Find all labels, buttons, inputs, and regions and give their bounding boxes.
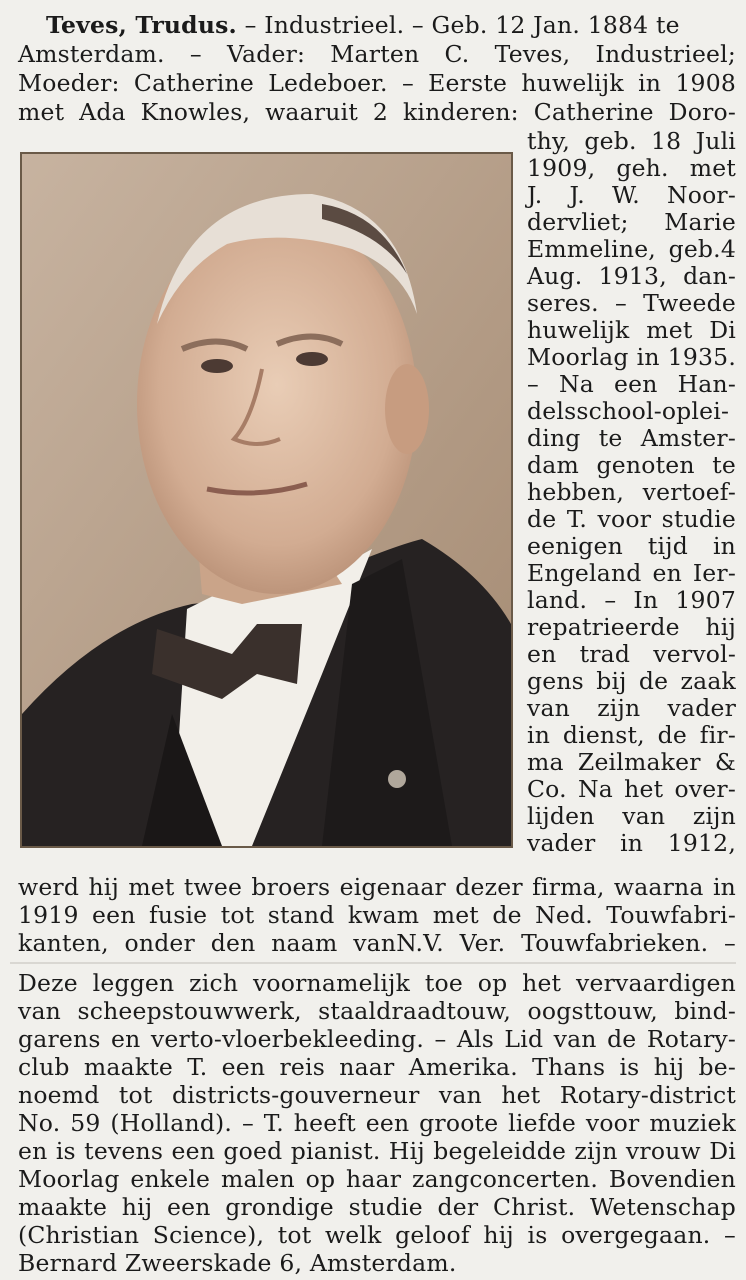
text-line: van scheepstouwwerk, staaldraadtouw, oogsttouw, bind-: [18, 997, 736, 1025]
text-line-address: Bernard Zweerskade 6, Amsterdam.: [18, 1249, 457, 1277]
entry-first-line-rest: – Industrieel. – Geb. 12 Jan. 1884 te: [236, 11, 680, 39]
text-line: Moeder: Catherine Ledeboer. – Eerste huwelijk in 1908: [18, 69, 736, 97]
text-line: hebben, vertoef-: [527, 478, 736, 506]
scan-seam-divider: [10, 962, 736, 964]
text-line: (Christian Science), tot welk geloof hij is overgegaan. –: [18, 1221, 736, 1249]
text-line: club maakte T. een reis naar Amerika. Thans is hij be-: [18, 1053, 736, 1081]
text-line: van zijn vader: [527, 694, 736, 722]
entry-name: Teves, Trudus.: [46, 11, 237, 39]
text-line: 1909, geh. met: [527, 154, 736, 182]
text-line: land. – In 1907: [527, 586, 736, 614]
text-line: 1919 een fusie tot stand kwam met de Ned. Touwfabri-: [18, 901, 736, 929]
text-line: Deze leggen zich voornamelijk toe op het vervaardigen: [18, 969, 736, 997]
text-line: met Ada Knowles, waaruit 2 kinderen: Catherine Doro-: [18, 98, 736, 126]
portrait-photo: [20, 152, 513, 848]
entry-first-line: [46, 12, 736, 39]
text-line: ma Zeilmaker &: [527, 748, 736, 776]
text-line: J. J. W. Noor-: [527, 181, 736, 209]
text-line: garens en verto-vloerbekleeding. – Als Lid van de Rotary-: [18, 1025, 736, 1053]
text-line: Engeland en Ier-: [527, 559, 736, 587]
text-line: thy, geb. 18 Juli: [527, 127, 736, 155]
text-line: werd hij met twee broers eigenaar dezer firma, waarna in: [18, 873, 736, 901]
text-line: No. 59 (Holland). – T. heeft een groote liefde voor muziek: [18, 1109, 736, 1137]
text-line: Co. Na het over-: [527, 775, 736, 803]
text-line: repatrieerde hij: [527, 613, 736, 641]
text-line: lijden van zijn: [527, 802, 736, 830]
text-line: maakte hij een grondige studie der Christ. Wetenschap: [18, 1193, 736, 1221]
text-line: – Na een Han-: [527, 370, 736, 398]
text-line: gens bij de zaak: [527, 667, 736, 695]
text-line: kanten, onder den naam vanN.V. Ver. Touwfabrieken. –: [18, 929, 736, 957]
text-line: noemd tot districts-gouverneur van het Rotary-district: [18, 1081, 736, 1109]
text-line: delsschool-oplei-: [527, 397, 730, 425]
text-line: Aug. 1913, dan-: [527, 262, 736, 290]
text-line: eenigen tijd in: [527, 532, 736, 560]
text-line: Emmeline, geb.4: [527, 235, 736, 263]
text-line: dam genoten te: [527, 451, 736, 479]
portrait-illustration: [22, 154, 511, 846]
text-line: de T. voor studie: [527, 505, 736, 533]
text-line: vader in 1912,: [527, 829, 736, 857]
text-line: Moorlag in 1935.: [527, 343, 736, 371]
text-line: en is tevens een goed pianist. Hij begeleidde zijn vrouw Di: [18, 1137, 736, 1165]
text-line: Amsterdam. – Vader: Marten C. Teves, Industrieel;: [18, 40, 736, 68]
text-line: seres. – Tweede: [527, 289, 736, 317]
text-line: Moorlag enkele malen op haar zangconcerten. Bovendien: [18, 1165, 736, 1193]
text-line: huwelijk met Di: [527, 316, 736, 344]
text-line: en trad vervol-: [527, 640, 736, 668]
text-line: ding te Amster-: [527, 424, 736, 452]
text-line: dervliet; Marie: [527, 208, 736, 236]
text-line: in dienst, de fir-: [527, 721, 736, 749]
